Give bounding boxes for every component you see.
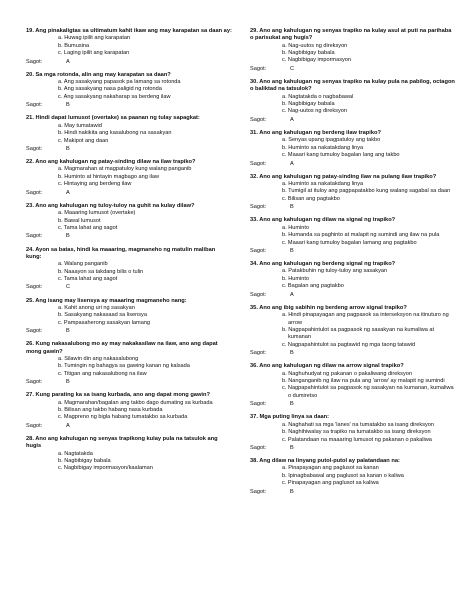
question-item — [26, 392, 232, 430]
answer-option: c. Maaari kang tumuloy bagalan lamang ang pagtakbo — [282, 239, 417, 246]
answer-option: a. Magmarahan/bagalan ang takbo dago dumating sa kurbada — [58, 399, 213, 406]
question-title: 21. Hindi dapat lumusot (overtake) sa paanan ng tulay sapagkat: — [26, 115, 200, 122]
answer-value: A — [290, 160, 294, 167]
answer-line — [250, 488, 456, 496]
answer-option: a. Naghuhudyat ng pakanan o pakaliwang direksyon — [282, 370, 412, 377]
question-item — [26, 28, 232, 66]
answer-option: c. Bagalan ang pagtakbo — [282, 283, 344, 290]
answer-option: a. Maaaring lumusot (overtake) — [58, 210, 136, 217]
answer-option: a. Huwag ipilit ang karapatan — [58, 35, 131, 42]
answer-option: c. Tama lahat ang sagot — [58, 275, 118, 282]
answer-line — [250, 160, 456, 168]
answer-label: Sagot: — [26, 58, 43, 65]
answer-label: Sagot: — [26, 422, 43, 429]
answer-line — [250, 65, 456, 73]
answer-line — [250, 291, 456, 299]
question-item — [250, 305, 456, 357]
answer-line — [26, 283, 232, 291]
answer-label: Sagot: — [250, 291, 267, 298]
question-title: 32. Ano ang kahulugan ng patay-sinding ilaw na pulang ilaw trapiko? — [250, 173, 437, 180]
question-item — [26, 115, 232, 153]
answer-value: B — [290, 247, 294, 254]
answer-label: Sagot: — [250, 160, 267, 167]
answer-option: b. Nagbibigay babala — [282, 101, 335, 107]
answer-option: c. Bilisan ang pagtakbo — [282, 195, 340, 202]
question-item — [26, 436, 232, 473]
answer-value: B — [290, 488, 294, 495]
left-column — [26, 28, 232, 479]
answer-value: A — [290, 116, 294, 123]
answer-label: Sagot: — [26, 189, 43, 196]
answer-line — [26, 101, 232, 109]
question-title: 34. Ano ang kahulugan ng berdeng signal ng trapiko? — [250, 261, 396, 268]
answer-label: Sagot: — [250, 488, 267, 495]
answer-line — [26, 232, 232, 240]
answer-line — [250, 400, 456, 408]
answer-option: b. Nanganganib ng ilaw na pula ang 'arrow' ay malapit ng sumindi — [282, 378, 445, 385]
answer-option: c. Nagbibigay impormasyon — [282, 57, 352, 64]
answer-label: Sagot: — [250, 247, 267, 254]
answer-option: b. Naaayon sa takdang bilis o tulin — [58, 268, 144, 275]
question-item — [26, 203, 232, 241]
answer-option: c. Pinapayagan ang paglusot sa kaliwa — [282, 480, 379, 487]
answer-line — [26, 422, 232, 430]
question-title: 31. Ano ang kahulugan ng berdeng ilaw trapiko? — [250, 130, 381, 136]
answer-value: B — [66, 379, 70, 386]
answer-value: A — [66, 189, 70, 196]
answer-option: b. Bumusina — [58, 42, 90, 49]
answer-line — [250, 247, 456, 255]
answer-line — [250, 203, 456, 211]
question-title: 30. Ano ang kahulugan ng senyas trapiko na kulay pula na pabilog, octagon o baliktad na tatsulok? — [250, 79, 455, 93]
answer-option: c. Ang sasakyang nakaharap sa berdeng ilaw — [58, 93, 171, 100]
answer-line — [26, 145, 232, 153]
answer-option: b. Tumingin ng bahagya sa gawing kanan ng kalsada — [58, 363, 190, 370]
answer-label: Sagot: — [26, 145, 43, 152]
right-column — [250, 28, 456, 502]
answer-option: c. Hintaying ang berdeng ilaw — [58, 181, 132, 188]
answer-label: Sagot: — [250, 350, 267, 357]
question-item — [250, 130, 456, 168]
answer-option: b. Huminto — [282, 275, 310, 282]
answer-value: B — [290, 401, 294, 408]
answer-value: B — [66, 328, 70, 335]
question-title: 24. Ayon sa batas, hindi ka maaaring, magmaneho ng matulin maliban kung: — [26, 246, 216, 260]
answer-label: Sagot: — [26, 233, 43, 240]
answer-option: c. Makipot ang daan — [58, 137, 109, 144]
answer-option: c. Titigan ang nakasalubong na ilaw — [58, 370, 147, 377]
answer-line — [26, 378, 232, 386]
answer-option: b. Naghihiwalay sa trapiko na tumatakbo sa isang direksyon — [282, 429, 431, 436]
question-title: 19. Ang pinakaligtas sa ultimatum kahit ikaw ang may karapatan sa daan ay: — [26, 28, 232, 34]
question-item — [250, 217, 456, 255]
answer-option: c. Nagpapahintulot sa pagpasok ng sasakyan na kumanan, kumaliwa o dumiretso — [282, 385, 454, 399]
answer-label: Sagot: — [26, 102, 43, 109]
question-item — [26, 298, 232, 336]
question-title: 23. Ano ang kahulugan ng tuloy-tuloy na guhit na kulay dilaw? — [26, 202, 195, 209]
answer-option: b. Nagbibigay babala — [58, 457, 111, 464]
answer-label: Sagot: — [250, 116, 267, 123]
answer-line — [26, 189, 232, 197]
answer-option: a. Huminto — [282, 224, 310, 231]
answer-option: c. Magpreno ng bigla habang tumatakbo sa kurbada — [58, 414, 188, 421]
answer-option: b. Ipinagbabawal ang paglusot sa kanan o kaliwa — [282, 472, 404, 479]
question-item — [26, 72, 232, 110]
question-item — [250, 79, 456, 124]
question-title: 27. Kung parating ka sa isang kurbada, ano ang dapat mong gawin? — [26, 392, 210, 399]
answer-option: a. Senyas upang ipagpatuloy ang takbo — [282, 137, 381, 144]
answer-option: b. Nagpapahintulot sa pagpasok ng sasakyan na kumaliwa at kumanan — [282, 326, 435, 341]
answer-option: a. Naghahati sa mga 'lanes' na tumatakbo sa isang direksyon — [282, 421, 435, 428]
answer-value: B — [290, 204, 294, 211]
answer-option: c. Palatandaan na maaaring lumusot ng pakanan o pakaliwa — [282, 436, 432, 443]
answer-line — [250, 116, 456, 124]
question-title: 20. Sa mga rotonda, alin ang may karapatan sa daan? — [26, 71, 171, 78]
answer-label: Sagot: — [26, 379, 43, 386]
answer-option: a. Kahit anong uri ng sasakyan — [58, 304, 135, 311]
answer-value: C — [66, 284, 71, 291]
answer-option: b. Humanda sa paghinto at malapit ng sumindi ang ilaw na pula — [282, 232, 440, 239]
answer-value: B — [290, 444, 294, 451]
question-title: 25. Ang isang may lisensya ay maaaring magmaneho nang: — [26, 297, 187, 304]
question-item — [26, 341, 232, 386]
answer-line — [26, 327, 232, 335]
answer-option: b. Nagbibigay babala — [282, 50, 335, 56]
answer-option: c. Nag-uutos ng direksyon — [282, 108, 347, 115]
question-title: 22. Ano ang kahulugan ng patay-sinding dilaw na ilaw trapiko? — [26, 159, 196, 166]
answer-option: a. Hindi pinapayagan ang pagpasok sa interseksyon na itinuturo ng arrow — [282, 312, 449, 326]
answer-option: b. Huminto at hintayin magbago ang ilaw — [58, 173, 160, 180]
answer-option: b. Bawal lumusot — [58, 217, 101, 224]
question-item — [250, 261, 456, 299]
answer-option: c. Nagbibigay impormasyon/kaalaman — [58, 465, 153, 472]
answer-value: A — [290, 291, 294, 298]
question-item — [250, 174, 456, 212]
answer-line — [250, 444, 456, 452]
answer-option: a. Patakbuhin ng tuloy-tuloy ang sasakyan — [282, 268, 388, 275]
answer-option: b. Huminto sa nakatakdang linya — [282, 144, 364, 151]
answer-value: B — [290, 350, 294, 357]
question-item — [250, 414, 456, 452]
question-item — [26, 159, 232, 197]
question-title: 38. Ang dilaw na linyang putol-putol ay palatandaan na: — [250, 458, 400, 465]
answer-option: a. Nagtatakda o nagbabawal — [282, 93, 354, 100]
answer-option: c. Tama lahat ang sagot — [58, 224, 118, 231]
question-title: 26. Kung nakasalubong mo ay may nakakasilaw na ilaw, ano ang dapat mong gawin? — [26, 341, 218, 355]
answer-value: A — [66, 422, 70, 429]
question-item — [250, 458, 456, 496]
answer-value: B — [66, 102, 70, 109]
answer-option: b. Bilisan ang takbo habang nasa kurbada — [58, 406, 163, 413]
answer-option: a. Walang panganib — [58, 261, 108, 268]
answer-value: B — [66, 145, 70, 152]
answer-option: c. Laging ipilit ang karapatan — [58, 50, 130, 57]
question-title: 28. Ano ang kahulugan ng senyas trapikong kulay pula na tatsulok ang hugis — [26, 435, 218, 450]
answer-option: c. Pampasaherong sasakyan lamang — [58, 319, 151, 326]
answer-label: Sagot: — [26, 284, 43, 291]
answer-option: a. Magmarahan at magpatuloy kung walang panganib — [58, 166, 192, 173]
answer-line — [250, 349, 456, 357]
answer-option: c. Maaari kang tumuloy bagalan lang ang takbo — [282, 152, 400, 159]
answer-line — [26, 58, 232, 66]
answer-label: Sagot: — [250, 204, 267, 211]
answer-value: A — [66, 58, 70, 65]
answer-option: c. Nagpapahintulot sa pagtawid ng mga taong tatawid — [282, 341, 416, 348]
question-title: 36. Ano ang kahulugan ng dilaw na arrow signal trapiko? — [250, 363, 404, 370]
question-item — [250, 28, 456, 73]
answer-option: a. Huminto sa nakatakdang linya — [282, 181, 364, 187]
answer-label: Sagot: — [250, 401, 267, 408]
answer-label: Sagot: — [26, 328, 43, 335]
question-title: 37. Mga puting linya sa daan: — [250, 414, 330, 421]
question-title: 33. Ano ang kahulugan ng dilaw na signal ng trapiko? — [250, 217, 396, 224]
answer-option: a. Nag-uutos ng direksyon — [282, 42, 348, 49]
answer-label: Sagot: — [250, 444, 267, 451]
answer-option: b. Ang sasakyang nasa paligid ng rotonda — [58, 86, 162, 93]
answer-option: a. Silawin din ang nakasalubong — [58, 355, 139, 362]
answer-value: B — [66, 233, 70, 240]
answer-label: Sagot: — [250, 65, 267, 72]
question-item — [26, 247, 232, 292]
answer-option: a. May tumatawid — [58, 122, 102, 129]
answer-option: b. Tumigil at ituloy ang pagpapatakbo kung walang sagabal sa daan — [282, 188, 451, 195]
question-item — [250, 363, 456, 408]
answer-option: b. Sasakyang nakasaad sa lisensya — [58, 312, 147, 319]
answer-option: a. Ang sasakyang papasok pa lamang sa rotonda — [58, 79, 181, 85]
answer-option: a. Nagtatakda — [58, 450, 93, 457]
question-title: 35. Ano ang ibig sabihin ng berdeng arrow signal trapiko? — [250, 304, 407, 311]
question-title: 29. Ano ang kahulugan ng senyas trapiko na kulay asul at puti na parihaba o parisukat ang hugis? — [250, 28, 452, 42]
answer-value: C — [290, 65, 295, 72]
answer-option: b. Hindi nakikita ang kasalubong na sasakyan — [58, 130, 172, 137]
answer-option: a. Pinapayagan ang paglusot sa kanan — [282, 465, 379, 472]
